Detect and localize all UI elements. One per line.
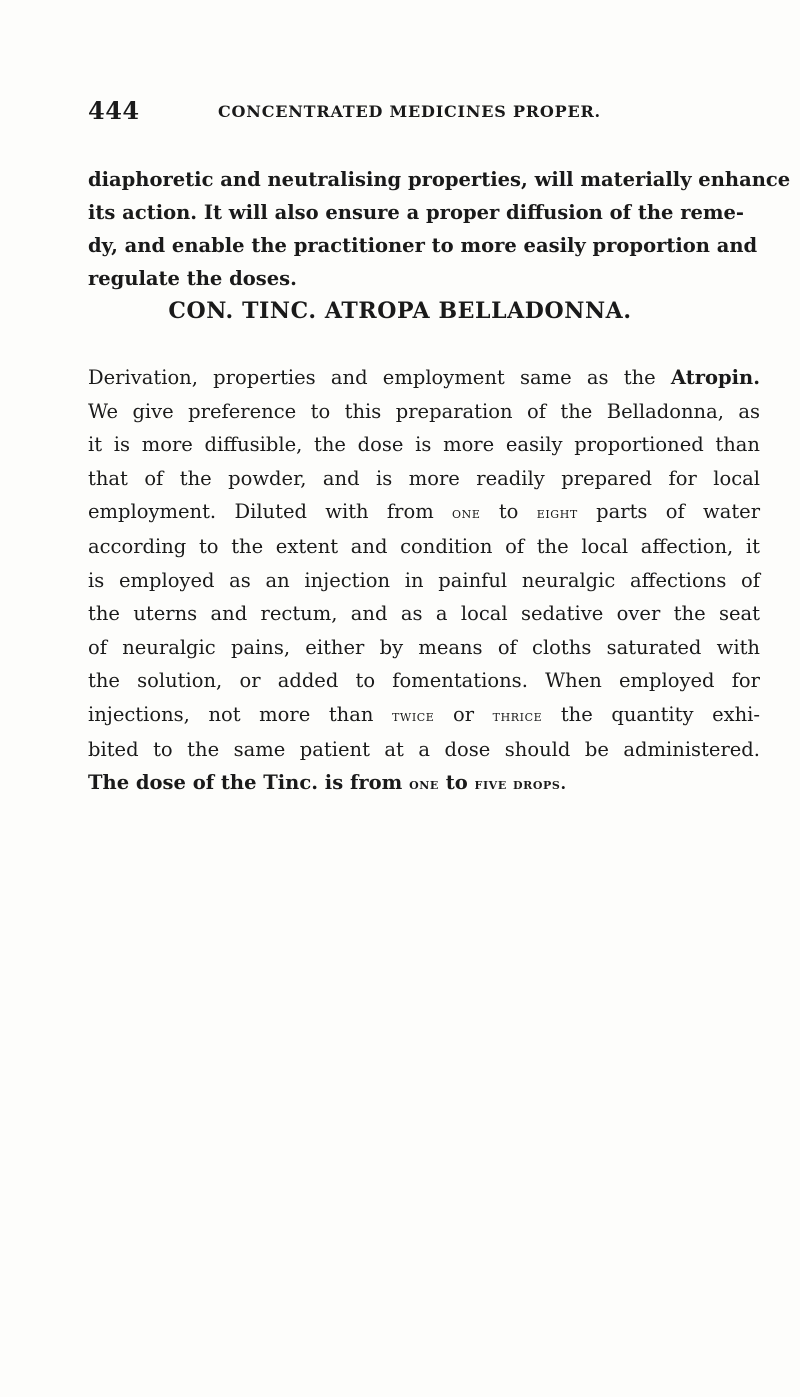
text-line: its action. It will also ensure a proper diffusion of the reme- — [88, 201, 745, 224]
text-line — [88, 495, 760, 530]
text-line — [88, 698, 760, 733]
small-caps-run: five drops. — [474, 774, 567, 794]
text-line: according to the extent and condition of the local affection, it — [88, 534, 760, 558]
text-line: bited to the same patient at a dose should be administered. — [88, 737, 760, 761]
small-caps-run: thrice — [492, 705, 543, 725]
text-run: to — [445, 771, 468, 795]
text-line: it is more diffusible, the dose is more easily proportioned than — [88, 433, 760, 457]
text-line — [88, 361, 760, 395]
text-run: to — [498, 500, 519, 524]
running-head — [88, 96, 760, 136]
section-heading: CON. TINC. ATROPA BELLADONNA. — [168, 298, 632, 324]
text-line: the uterns and rectum, and as a local sedative over the seat — [88, 602, 760, 626]
text-line — [88, 766, 760, 801]
text-run: parts of water — [596, 500, 761, 524]
text-line: regulate the doses. — [88, 267, 297, 290]
text-line: the solution, or added to fomentations. When employed for — [88, 669, 760, 693]
text-run: the quantity exhi- — [560, 702, 760, 726]
bold-run: Atropin. — [670, 366, 760, 389]
text-run: Derivation, properties and employment same as the — [88, 366, 656, 389]
page-number: 444 — [88, 96, 140, 125]
text-run: The dose of the Tinc. is from — [88, 771, 403, 795]
text-line: We give preference to this preparation of the Belladonna, as — [88, 399, 760, 423]
small-caps-run: one — [452, 503, 481, 523]
section-paragraph — [88, 361, 760, 801]
text-line: dy, and enable the practitioner to more easily proportion and — [88, 234, 758, 257]
text-line: diaphoretic and neutralising properties, will materially enhance — [88, 168, 791, 191]
text-line: that of the powder, and is more readily prepared for local — [88, 466, 760, 490]
text-line: is employed as an injection in painful neuralgic affections of — [88, 568, 760, 592]
small-caps-run: one — [409, 774, 439, 794]
text-run: or — [453, 702, 475, 726]
text-run: employment. Diluted with from — [88, 500, 434, 524]
text-line: of neuralgic pains, either by means of cloths saturated with — [88, 635, 760, 659]
small-caps-run: eight — [536, 503, 578, 523]
running-title: CONCENTRATED MEDICINES PROPER. — [218, 102, 601, 121]
text-run: injections, not more than — [88, 702, 374, 726]
intro-paragraph — [88, 163, 791, 295]
small-caps-run: twice — [392, 705, 435, 725]
